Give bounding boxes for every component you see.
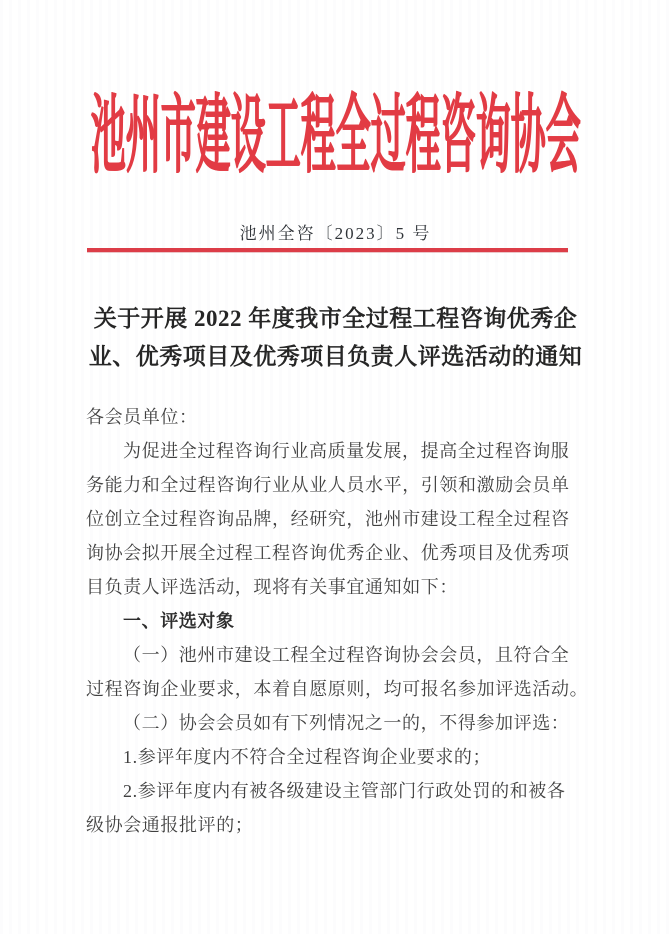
body-line: 询协会拟开展全过程工程咨询优秀企业、优秀项目及优秀项 bbox=[86, 543, 570, 563]
body-line: 2.参评年度内有被各级建设主管部门行政处罚的和被各 bbox=[123, 781, 566, 801]
body-line: 目负责人评选活动，现将有关事宜通知如下： bbox=[86, 577, 458, 597]
letterhead-org-name: 池州市建设工程全过程咨询协会 bbox=[90, 88, 581, 184]
body-line: （一）池州市建设工程全过程咨询协会会员，且符合全 bbox=[123, 645, 570, 665]
red-divider-line bbox=[87, 248, 568, 252]
notice-title bbox=[50, 300, 621, 376]
notice-body bbox=[86, 400, 589, 842]
notice-title-line2: 业、优秀项目及优秀项目负责人评选活动的通知 bbox=[88, 344, 583, 369]
body-line: 为促进全过程咨询行业高质量发展，提高全过程咨询服 bbox=[123, 441, 570, 461]
salutation-line: 各会员单位： bbox=[86, 407, 198, 427]
body-line: 过程咨询企业要求，本着自愿原则，均可报名参加评选活动。 bbox=[86, 679, 589, 699]
section-heading: 一、评选对象 bbox=[123, 611, 235, 631]
body-line: 1.参评年度内不符合全过程咨询企业要求的； bbox=[123, 747, 492, 767]
letterhead bbox=[0, 88, 671, 184]
body-line: 位创立全过程咨询品牌，经研究，池州市建设工程全过程咨 bbox=[86, 509, 570, 529]
body-line: 级协会通报批评的； bbox=[86, 815, 254, 835]
body-line: （二）协会会员如有下列情况之一的，不得参加评选： bbox=[123, 713, 570, 733]
notice-title-line1: 关于开展 2022 年度我市全过程工程咨询优秀企 bbox=[93, 306, 578, 331]
document-number: 池州全咨〔2023〕5 号 bbox=[239, 224, 432, 243]
body-line: 务能力和全过程咨询行业从业人员水平，引领和激励会员单 bbox=[86, 475, 570, 495]
